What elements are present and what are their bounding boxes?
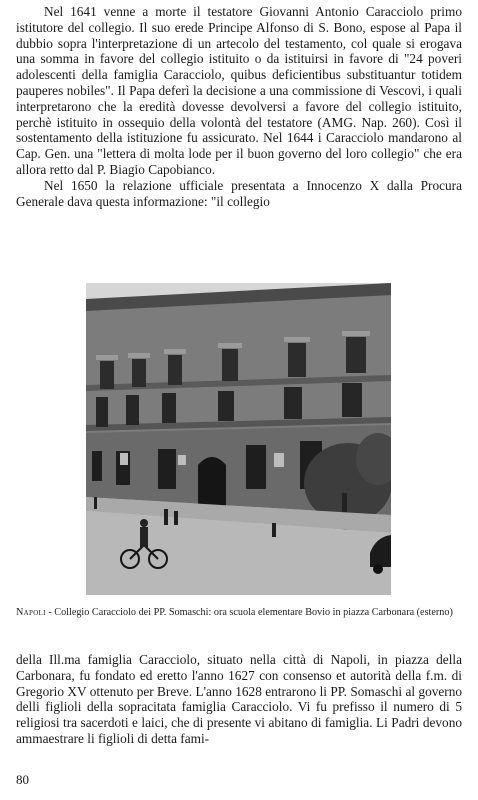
paragraph-continuation: della Ill.ma famiglia Caracciolo, situato nella città di Napoli, in piazza della Carbonara, fu fondato ed eretto l'anno 1627 con consenso et autorità della f.m. di Gregorio XV ottenuto per Breve. L'anno 1628 entrarono li PP. Somaschi al governo delli figlioli della sopracitata famiglia Caracciolo. Vi fu prefisso il numero di 5 religiosi tra sacerdoti e laici, che di presente vi abitano di famiglia. Li Padri devono ammaestrare li figlioli di detta fami- — [16, 652, 462, 746]
top-text-block — [16, 4, 462, 209]
paragraph-1641: Nel 1641 venne a morte il testatore Giovanni Antonio Caracciolo primo istitutore del collegio. Il suo erede Principe Alfonso di S. Bono, espose al Papa il dubbio sopra l'interpretazione di un artecolo del testamento, col quale si erogava una somma in favore del collegio istituito o da istituirsi in favore di "24 poveri adolescenti della famiglia Caracciolo, quibus deficientibus substituantur totidem pauperes nobiles". Il Papa deferì la decisione a una commissione di Vescovi, i quali interpretarono che la eredità dovesse devolversi a favore del collegio istituito, perchè istituito in ossequio della volontà del testatore (AMG. Nap. 260). Così il sostentamento della istituzione fu assicurato. Nel 1644 i Caracciolo mandarono al Cap. Gen. una "lettera di molta lode per il buon governo del loro collegio" che era allora retto dal P. Biagio Capobianco. — [16, 4, 462, 177]
page-number: 80 — [16, 772, 29, 787]
caption-text: - Collegio Caracciolo dei PP. Somaschi: ora scuola elementare Bovio in piazza Carbonara (esterno) — [45, 607, 453, 618]
paragraph-1650: Nel 1650 la relazione ufficiale presentata a Innocenzo X dalla Procura Generale dava questa informazione: "il collegio — [16, 177, 462, 209]
photo-caption — [16, 606, 462, 619]
collegio-photo — [86, 283, 391, 595]
bottom-text-block — [16, 652, 462, 747]
caption-place: Napoli — [16, 607, 46, 618]
